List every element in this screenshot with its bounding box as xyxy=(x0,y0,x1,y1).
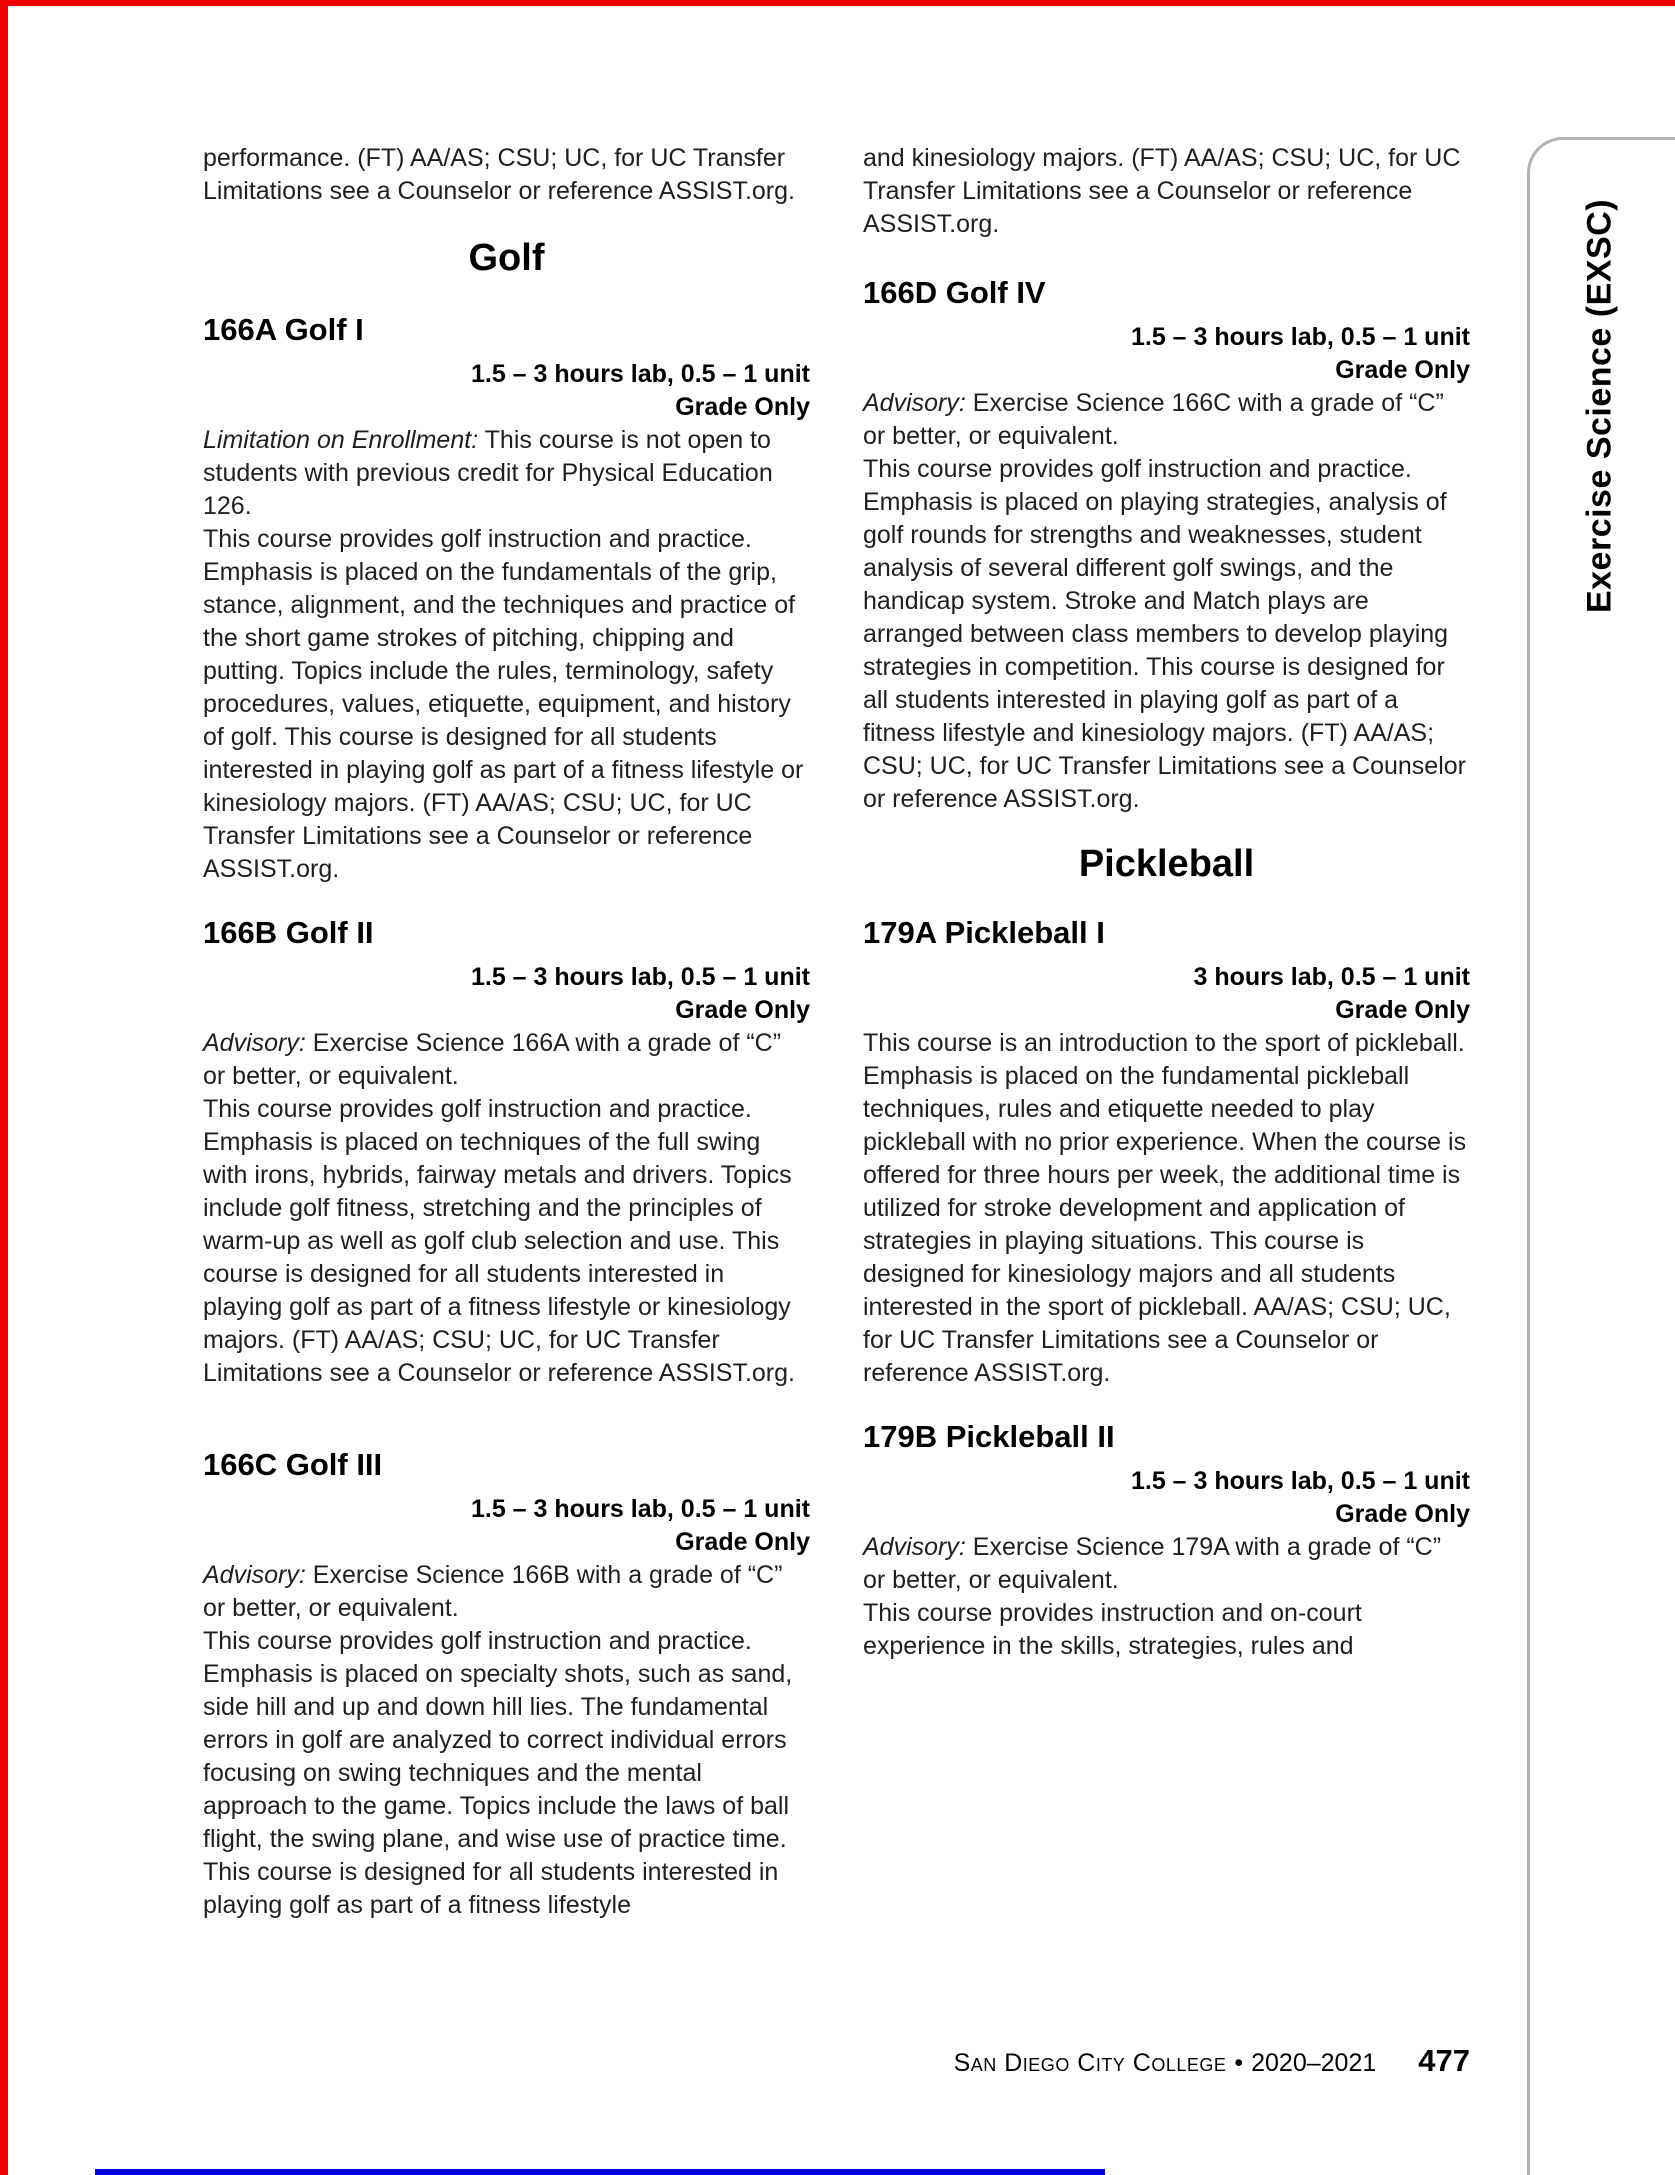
course-description: This course provides golf instruction and practice. Emphasis is placed on playing strategies, analysis of golf rounds for strengths and weaknesses, student analysis of several different golf swings, and the handicap system. Stroke and Match plays are arranged between class members to develop playing strategies in competition. This course is designed for all students interested in playing golf as part of a fitness lifestyle and kinesiology majors. (FT) AA/AS; CSU; UC, for UC Transfer Limitations see a Counselor or reference ASSIST.org. xyxy=(863,455,1466,813)
course-grade-option: Grade Only xyxy=(1335,996,1470,1024)
course-note-text: Exercise Science 179A with a grade of “C” or better, or equivalent. xyxy=(863,1533,1442,1594)
course-grade-option: Grade Only xyxy=(1335,1500,1470,1528)
course-block-166b xyxy=(203,916,810,1390)
course-note xyxy=(203,1559,810,1625)
section-tab-label: Exercise Science (EXSC) xyxy=(1580,198,1619,614)
course-block-166a xyxy=(203,313,810,886)
course-description: This course provides instruction and on-court experience in the skills, strategies, rules and xyxy=(863,1599,1362,1660)
course-units: 1.5 – 3 hours lab, 0.5 – 1 unit xyxy=(470,963,810,991)
course-note-label: Advisory: xyxy=(863,1533,966,1561)
course-grade-option: Grade Only xyxy=(675,393,810,421)
course-units: 1.5 – 3 hours lab, 0.5 – 1 unit xyxy=(1130,1467,1470,1495)
course-title: 166D Golf IV xyxy=(863,275,1046,310)
course-block-179a xyxy=(863,916,1470,1390)
course-units: 1.5 – 3 hours lab, 0.5 – 1 unit xyxy=(470,1495,810,1523)
course-grade-option: Grade Only xyxy=(675,996,810,1024)
right-intro-paragraph: and kinesiology majors. (FT) AA/AS; CSU; UC, for UC Transfer Limitations see a Counselor or reference ASSIST.org. xyxy=(863,144,1461,238)
course-note-label: Advisory: xyxy=(203,1029,306,1057)
course-note-label: Limitation on Enrollment: xyxy=(203,426,479,454)
course-note-text: This course is not open to students with previous credit for Physical Education 126. xyxy=(203,426,773,520)
course-block-166c xyxy=(203,1448,810,1922)
footer-bullet-separator: • xyxy=(1234,2049,1244,2077)
page-footer xyxy=(203,2044,1470,2080)
course-note-text: Exercise Science 166B with a grade of “C” or better, or equivalent. xyxy=(203,1561,783,1622)
course-units: 1.5 – 3 hours lab, 0.5 – 1 unit xyxy=(470,360,810,388)
course-description: This course provides golf instruction and practice. Emphasis is placed on techniques of the full swing with irons, hybrids, fairway metals and drivers. Topics include golf fitness, stretching and the principles of warm-up as well as golf club selection and use. This course is designed for all students interested in playing golf as part of a fitness lifestyle or kinesiology majors. (FT) AA/AS; CSU; UC, for UC Transfer Limitations see a Counselor or reference ASSIST.org. xyxy=(203,1095,795,1387)
course-note xyxy=(863,387,1470,453)
course-description: This course provides golf instruction and practice. Emphasis is placed on specialty shots, such as sand, side hill and up and down hill lies. The fundamental errors in golf are analyzed to correct individual errors focusing on swing techniques and the mental approach to the game. Topics include the laws of ball flight, the swing plane, and wise use of practice time. This course is designed for all students interested in playing golf as part of a fitness lifestyle xyxy=(203,1627,793,1919)
course-title: 166A Golf I xyxy=(203,312,364,347)
footer-page-number: 477 xyxy=(1418,2043,1470,2078)
course-grade-option: Grade Only xyxy=(675,1528,810,1556)
footer-year: 2020–2021 xyxy=(1251,2049,1377,2077)
course-description: This course is an introduction to the sport of pickleball. Emphasis is placed on the fundamental pickleball techniques, rules and etiquette needed to play pickleball with no prior experience. When the course is offered for three hours per week, the additional time is utilized for stroke development and application of strategies in playing situations. This course is designed for kinesiology majors and all students interested in the sport of pickleball. AA/AS; CSU; UC, for UC Transfer Limitations see a Counselor or reference ASSIST.org. xyxy=(863,1029,1467,1387)
course-block-166d xyxy=(863,276,1470,816)
course-note-text: Exercise Science 166A with a grade of “C” or better, or equivalent. xyxy=(203,1029,782,1090)
course-note-label: Advisory: xyxy=(863,389,966,417)
section-heading-pickleball: Pickleball xyxy=(1078,843,1255,885)
blue-crop-mark-bottom xyxy=(95,2169,1105,2175)
course-units: 3 hours lab, 0.5 – 1 unit xyxy=(1193,963,1470,991)
course-title: 166C Golf III xyxy=(203,1447,383,1482)
course-note xyxy=(863,1531,1470,1597)
red-crop-mark-left xyxy=(0,0,8,2175)
course-block-179b xyxy=(863,1420,1470,1663)
course-description: This course provides golf instruction and practice. Emphasis is placed on the fundamentals of the grip, stance, alignment, and the techniques and practice of the short game strokes of pitching, chipping and putting. Topics include the rules, terminology, safety procedures, values, etiquette, equipment, and history of golf. This course is designed for all students interested in playing golf as part of a fitness lifestyle or kinesiology majors. (FT) AA/AS; CSU; UC, for UC Transfer Limitations see a Counselor or reference ASSIST.org. xyxy=(203,525,804,883)
course-title: 179A Pickleball I xyxy=(863,915,1105,950)
course-title: 179B Pickleball II xyxy=(863,1419,1115,1454)
course-units: 1.5 – 3 hours lab, 0.5 – 1 unit xyxy=(1130,323,1470,351)
course-title: 166B Golf II xyxy=(203,915,374,950)
course-note xyxy=(203,424,810,523)
red-crop-mark-top xyxy=(0,0,1675,6)
course-note-label: Advisory: xyxy=(203,1561,306,1589)
course-note-text: Exercise Science 166C with a grade of “C” or better, or equivalent. xyxy=(863,389,1444,450)
course-note xyxy=(203,1027,810,1093)
left-intro-paragraph: performance. (FT) AA/AS; CSU; UC, for UC Transfer Limitations see a Counselor or reference ASSIST.org. xyxy=(203,144,795,205)
footer-college-name: San Diego City College xyxy=(953,2049,1227,2077)
course-grade-option: Grade Only xyxy=(1335,356,1470,384)
section-heading-golf: Golf xyxy=(468,237,545,279)
